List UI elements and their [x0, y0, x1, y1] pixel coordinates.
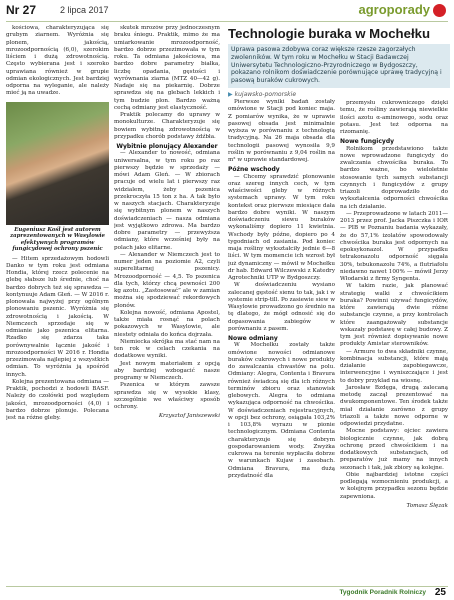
region-tag: [228, 91, 296, 98]
section-brand: agroporady: [358, 2, 430, 17]
body-paragraph: Pierwsze wyniki badań zostały omówione w Stacji pod koniec maja. Z pomiarów wynika, że w uprawie pasowej obsada jest minimalnie wyższa w porównaniu z technologią tradycyjną. Na 26 maja obsada dla technologii pasowej wynosiła 9,9 roślin w porównaniu z 9,04 roślin na m² w uprawie standardowej.: [228, 99, 335, 163]
region-label: kujawsko-pomorskie: [234, 91, 297, 98]
body-paragraph: W Mochełku zostały także omówione nowości odmianowe buraków cukrowych i nowe produkty do zawalczania chwastów na polu. Odmiany: Alegra, Contenta i Bravura również świadczą się dla ich różnych terminów zbioru oraz stanowisk glebowych. Alegra to odmiana wykazująca odporność na chwościka. W doświadczeniach rejestracyjnych, w opcji bez ochrony, osiągała 103,2% i 103,8% wyrazu w pionie technologicznym. Odmiana Contenta charakteryzuje się dobrym gospodarowaniem wody. Zwyżka cukrowa na terenie wypłaciła dobrze w warunkach Kujaw i zasobach. Odmiana Bravura, ma dużą przydatność dla: [228, 342, 335, 479]
publication-name: Tygodnik Poradnik Rolniczy: [339, 589, 426, 596]
section-subhead: Wybitnie plonujący Alexander: [116, 143, 218, 150]
section-subhead: Późne wschody: [228, 166, 280, 174]
body-paragraph: Mocne podstawy: ojciec zawiera biologicznie czynne, jak dobrą ochronę przed chwościkiem i na dodatkowych substancjach, od preparatów już mamy na innych sezonach i tak, jak zbiory są kolejne.: [340, 428, 448, 471]
body-paragraph: Obie najbardziej istotne części podlegają wzmocnieniu produkcji, a w kolejnym przypadku sezonu będzie zapewniona.: [340, 471, 448, 500]
triangle-icon: ▶: [228, 91, 233, 98]
body-paragraph: — Alexander to nowość, odmiana uniwersalna, w tym roku po raz pierwszy będzie w sprzedaży — mówi Adam Gleń. — W zbiorach pracuje od wielu lat i pierwszy raz widzialem, żeby pszenica przekroczyła 15 ton z ha. A tak było w naszych stacjach. Charakteryzuje się wybitnym plonem w naszych doświadczeniach — nasza odmiana jest wyjątkowo zdrowa. Ma bardzo dobre parametry — przewyższa odmiany, które wcześniej były na polach jako elitarne.: [114, 150, 220, 251]
body-paragraph: Kolejna prezentowana odmiana — Praktik, pochodzi z hodowli BASF. Należy do czołówki pod względem jakości, mrozoodporności (4,0) i bardzo dobrze plonuje. Polecana jest na różne gleby.: [6, 378, 109, 421]
column-1: [6, 25, 109, 585]
body-paragraph: Jest nowym materiałem z opcją aby bardziej wzbogacić nasze programy w Niemczech.: [114, 360, 220, 381]
body-paragraph: — Alexander w Niemczech jest to numer jeden na poziomie A2, czyli superelitarnej pszenicy. Mrozoodporność — 4,5. To pszenica dla tych, którzy chcą pewności 200 kg azotu. „Zastosować” ale w zamian można się spodziewać rekordowych plonów.: [114, 251, 220, 309]
article-author: Krzysztof Janiszewski: [158, 413, 220, 420]
section-subhead: Nowe fungicydy: [340, 138, 395, 146]
body-paragraph: przemysłu cukrowniczego dzięki temu, że rośliny zawierają niewielkie ilości azotu α-aminowego, sodu oraz potasu. Jest też odporna na rizomanię.: [340, 100, 448, 135]
body-paragraph: — Hitem sprzedażowym hodowli Danko w tym roku jest odmiana Hondia, której rzecz polecenie na glebę słabsze lub średnie, choć na bardzo dobrych też się sprawdza — kontynuuje Adam Gleń. — W 2016 r. plonowała najwyżej przy ogólnym plonowaniu pszenic. Wyróżnia się zdrowotnością i jakością. W Niemczech sprzedaje się w odmianie jako pszenica elitarna. Rzadko się zdarza taka porównywalnie łącznie jakość i mrozoodporności W 2016 r. Hondia przezimowała najlepiej z wszystkich odmian. To wyróżnia ją spośród innych.: [6, 255, 109, 378]
header-divider: [6, 21, 448, 22]
body-paragraph: — Chcemy sprawdzić plonowanie oraz szereg innych cech, w tym właściwości gleby w różnych systemach uprawy. W tym roku kontekst oraz pierwsze miesiące dała bardzo dobre wyniki. W naszym doświadczeniu siewu buraków wykonaliśmy dopiero 11 kwietnia. Wschody były późne, dopiero po 4 tygodniach od zasiania. Pod koniec maja rośliny wykształciły jednie 6—8 liści. W tym momencie ich wzrost był już dynamiczny — mówił w Mochełku dr hab. Edward Wilczewski z Katedry Agrotechniki UTP w Bydgoszczy.: [228, 173, 335, 281]
section-subhead: Nowe odmiany: [228, 335, 278, 342]
body-paragraph: Praktik polecamy do uprawy w monokulturze. Charakteryzuje się bowiem wybitną zdrowotnością w przypadku chorób podstawy źdźbła.: [114, 112, 220, 140]
column-2: [114, 25, 220, 585]
page-footer: [0, 586, 454, 600]
page-header: [0, 0, 454, 22]
column-4: [340, 40, 448, 585]
body-paragraph: — Armure to dwa składniki czynne, kombinacja substancji, które mają działanie zapobiegawcze, interwencyjne i wyniszczające i jest to dobry przyklad na wiosnę.: [340, 348, 448, 384]
body-paragraph: Pszenica w którym zawsze sprawdza się w wysokie klasy, szczególnie we właściwy sposób ochrony.: [114, 382, 220, 410]
footer-divider: [6, 586, 448, 587]
body-paragraph: W takim razie, jak planować strategię walki z chwościkiem buraka? Powinni używać fungicydów, które zawierają dwie różne substancje czynne, a przy kontrolach które zaangażowały substancje wskazały podstawę w całej budowy. Z tym jest również dopisywanie nowe produkty Amistar sterowników.: [340, 283, 448, 348]
issue-date: 2 lipca 2017: [60, 5, 109, 15]
body-paragraph: Jarosław Bzdęga, drugą zalecaną metodę zaczął prezentować na dwukomponentowe. Ten środek także miał działanie zarówno z grupy triazoli a także nowe odporne w odpowiedzi przydatne.: [340, 384, 448, 427]
issue-number: Nr 27: [6, 3, 37, 17]
body-paragraph: kościowa, charakteryzująca się grubym ziarnem. Wyróżnia się plonem, jakością, mrozoodpornością (6,0), szerokim liściem i dużą zdrowotnością. Często wybierana jest i szeroko uprawiana również w grupie odmian ekologicznych. Jest bardziej odporna na wyleganie, ale należy mieć ją na uwadze.: [6, 25, 109, 97]
body-paragraph: Niemiecka skrójka ma stać nam na ten rok w celach czekania na dodatkowe wyniki.: [114, 338, 220, 360]
brand-logo-icon: [433, 4, 446, 17]
body-paragraph: Rolnikom przedstawiono także nowe wprowadzone fungicydy do zwalczania chwościka buraka. To bardzo ważne, bo wieloletnie stosowanie tych samych substancji czynnych i fungicydów z grupy triazoli doprowadziło do wykształcenia odporności chwościka na ich działanie.: [340, 145, 448, 210]
article-lead: Uprawa pasowa zdobywa coraz większe rzesze zagorzałych zwolenników. W tym roku w Mochełku w Stacji Badawczej Uniwersytetu Technologiczno-Przyrodniczego w Bydgoszczy, pokazano rolnikom doświadczenie porównujące uprawę tradycyjną i pasową buraków cukrowych.: [228, 44, 450, 88]
body-paragraph: Kolejna nowość, odmiana Apostel, także miała rosnąć na polach pokazowych w Wasylowie, ale niestety odniała do końca dojrzała.: [114, 309, 220, 338]
article-author: Tomasz Ślęzak: [406, 502, 448, 509]
page-number: 25: [434, 587, 446, 598]
body-paragraph: — Przeprowadzone w latach 2011—2013 przez prof. Jacka Piszczka i IOR — PIB w Poznaniu badania wykazały, że do 57,1% izolatów spowodowały chwościka buraka jest odpornych na epoksykonazol. W przypadku tetrakonazolu odporność sięgała 30%, tebukonazolu 74%, a flutriafolu niedawno nawet 100% — mówił Jerzy Włodarski z firmy Syngenta.: [340, 210, 448, 282]
body-paragraph: W doświadczeniu wysiano zalecanej gęstość sienu to tak, jak i w systemie strip-till. Po zasiewie siew w Wasylowie prowadzono go średnio na tę dlatego, że mógł odnosić się do dopasowania zabiegów w porównaniu z pasem.: [228, 282, 335, 332]
photo-caption: Eugeniusz Kośl jest autorem zaprezentowanych w Wasylowie efektywnych programów fungicydowej ochrony pszenic: [10, 226, 105, 252]
portrait-photo: [6, 102, 109, 225]
body-paragraph: skutek mrozów przy jednoczesnym braku śniegu. Praktik, mimo że ma umiarkowanie mrozoodporność, bardzo dobrze przezimowała w tym roku. Ta odmiana jakościowa, ma bardzo dobre parametry białka, liczbę opadania, gęstości i wyrównania ziarna (MTZ 40—42 g). Nadaje się na piekarnię. Dobrze sprawdza się na glebach lekkich i tym budzie plon. Bardzo ważną cechą odmiany jest elastyczność.: [114, 25, 220, 111]
article-title: Technologie buraka w Mochełku: [228, 26, 430, 41]
column-3: [228, 99, 335, 585]
